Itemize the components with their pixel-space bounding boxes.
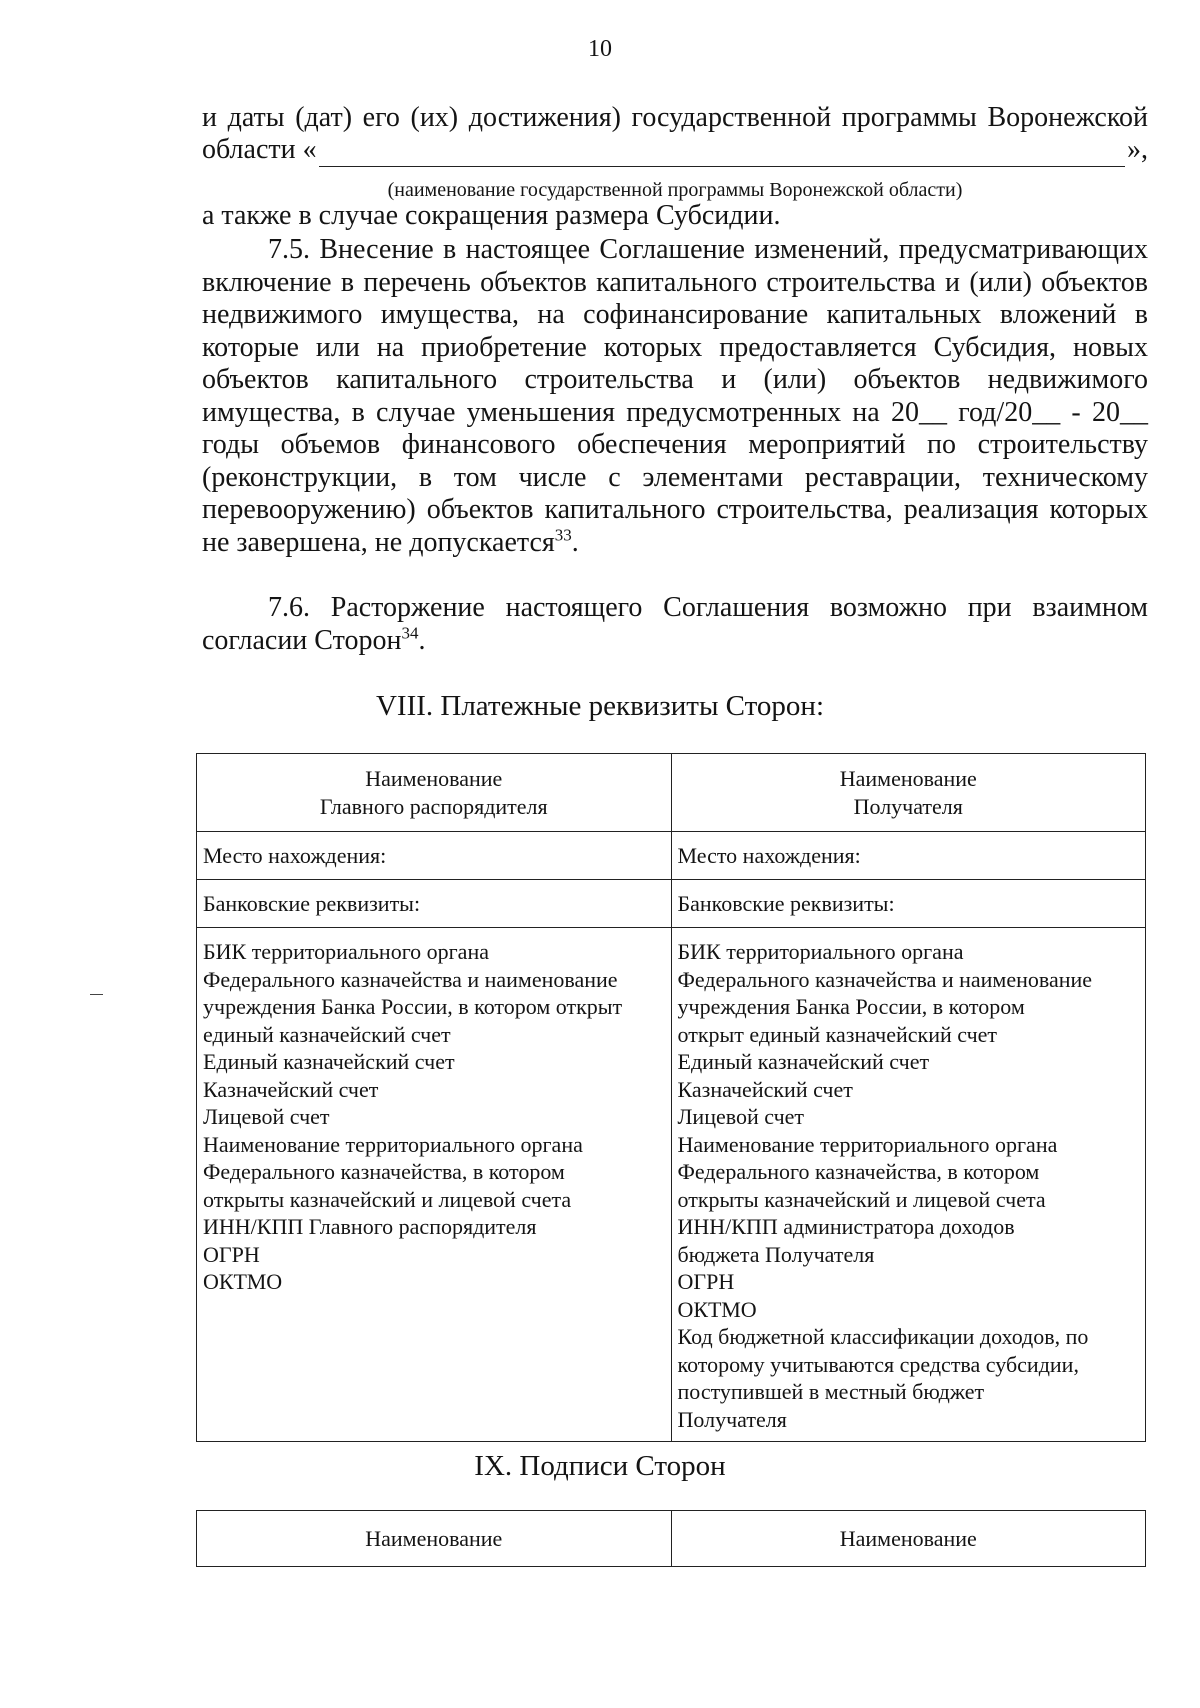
program-name-caption: (наименование государственной программы Воронежской области) [387, 179, 963, 201]
left-detail-line: ОКТМО [203, 1269, 283, 1294]
footnote-34: 34 [401, 623, 419, 643]
right-detail-line: Единый казначейский счет [677, 1049, 930, 1074]
right-bank-cell: Банковские реквизиты: [671, 880, 1146, 928]
clause-7-6-end: . [418, 624, 426, 656]
intro-line-2-end: », [1127, 134, 1148, 165]
right-detail-line: Казначейский счет [677, 1076, 853, 1102]
left-header-line-2: Главного распорядителя [319, 793, 548, 819]
footnote-33: 33 [554, 525, 572, 545]
right-detail-line: ОГРН [677, 1269, 735, 1294]
right-location-cell: Место нахождения: [671, 832, 1146, 880]
left-detail-line: открыты казначейский и лицевой счета [203, 1186, 572, 1212]
program-name-blank [319, 142, 1125, 167]
right-header-cell [671, 754, 1146, 832]
left-detail-line: ОГРН [203, 1241, 260, 1267]
payment-details-table [196, 753, 1146, 1442]
left-detail-line: Наименование территориального органа [203, 1131, 583, 1157]
left-detail-line: единый казначейский счет [203, 1021, 451, 1047]
left-details-cell [197, 928, 672, 1442]
right-detail-line: Федерального казначейства и наименование [677, 966, 1093, 992]
intro-line-3: а также в случае сокращения размера Субсидии. [202, 200, 781, 231]
left-detail-line: Федерального казначейства и наименование [203, 966, 618, 992]
page-number: 10 [588, 36, 612, 62]
right-detail-line: открыт единый казначейский счет [677, 1021, 998, 1047]
left-header-line-1: Наименование [365, 766, 503, 791]
right-header-line-2: Получателя [853, 793, 963, 819]
left-detail-line: Федерального казначейства, в котором [203, 1159, 565, 1184]
left-detail-line: БИК территориального органа [203, 939, 489, 964]
clause-7-5-end: . [571, 526, 579, 558]
right-detail-line: ИНН/КПП администратора доходов [677, 1214, 1015, 1239]
intro-line-2-start: области « [202, 134, 317, 165]
right-detail-line: бюджета Получателя [677, 1241, 875, 1267]
right-detail-line: учреждения Банка России, в котором [677, 994, 1025, 1019]
right-details-list [678, 938, 1140, 1433]
left-location-cell: Место нахождения: [197, 832, 672, 880]
left-detail-line: Единый казначейский счет [203, 1049, 455, 1074]
intro-line-2 [202, 134, 1148, 167]
left-bank-cell: Банковские реквизиты: [197, 880, 672, 928]
clause-7-6 [202, 592, 1148, 657]
right-details-cell [671, 928, 1146, 1442]
left-detail-line: Лицевой счет [203, 1104, 330, 1129]
intro-line-1: и даты (дат) его (их) достижения) государственной программы Воронежской [202, 102, 1148, 133]
right-detail-line: Наименование территориального органа [677, 1131, 1058, 1157]
right-detail-line: Получателя [677, 1406, 787, 1432]
left-detail-line: Казначейский счет [203, 1076, 379, 1102]
right-detail-line: Федерального казначейства, в котором [677, 1159, 1040, 1184]
signatures-table [196, 1510, 1146, 1567]
left-details-list [203, 938, 665, 1296]
left-header-cell [197, 754, 672, 832]
left-detail-line: ИНН/КПП Главного распорядителя [203, 1214, 537, 1239]
right-detail-line: ОКТМО [677, 1296, 757, 1322]
right-detail-line: поступившей в местный бюджет [677, 1379, 985, 1404]
clause-7-5 [202, 234, 1148, 559]
right-detail-line: которому учитываются средства субсидии, [677, 1351, 1079, 1377]
right-detail-line: БИК территориального органа [677, 939, 964, 964]
signature-right-header: Наименование [671, 1511, 1146, 1567]
clause-7-6-text: 7.6. Расторжение настоящего Соглашения возможно при взаимном согласии Сторон [202, 592, 1148, 656]
section-8-title: VIII. Платежные реквизиты Сторон: [375, 690, 825, 722]
right-detail-line: Лицевой счет [677, 1104, 805, 1129]
left-detail-line: учреждения Банка России, в котором открыт [203, 994, 623, 1019]
section-9-title: IX. Подписи Сторон [474, 1450, 726, 1482]
margin-dash [90, 994, 103, 995]
right-detail-line: открыты казначейский и лицевой счета [677, 1186, 1046, 1212]
right-detail-line: Код бюджетной классификации доходов, по [677, 1324, 1089, 1349]
signature-left-header: Наименование [197, 1511, 672, 1567]
clause-7-5-text: 7.5. Внесение в настоящее Соглашение изменений, предусматривающих включение в перечень объектов капитального строительства и (или) объектов недвижимого имущества, на софинансирование капитальных вложений в которые или на приобретение которых предоставляется Субсидия, новых объектов капитального строительства и (или) объектов недвижимого имущества, в случае уменьшения предусмотренных на 20__ год/20__ - 20__ годы объемов финансового обеспечения мероприятий по строительству (реконструкции, в том числе с элементами реставрации, техническому перевооружению) объектов капитального строительства, реализация которых не завершена, не допускается [202, 234, 1148, 558]
right-header-line-1: Наименование [839, 766, 977, 791]
